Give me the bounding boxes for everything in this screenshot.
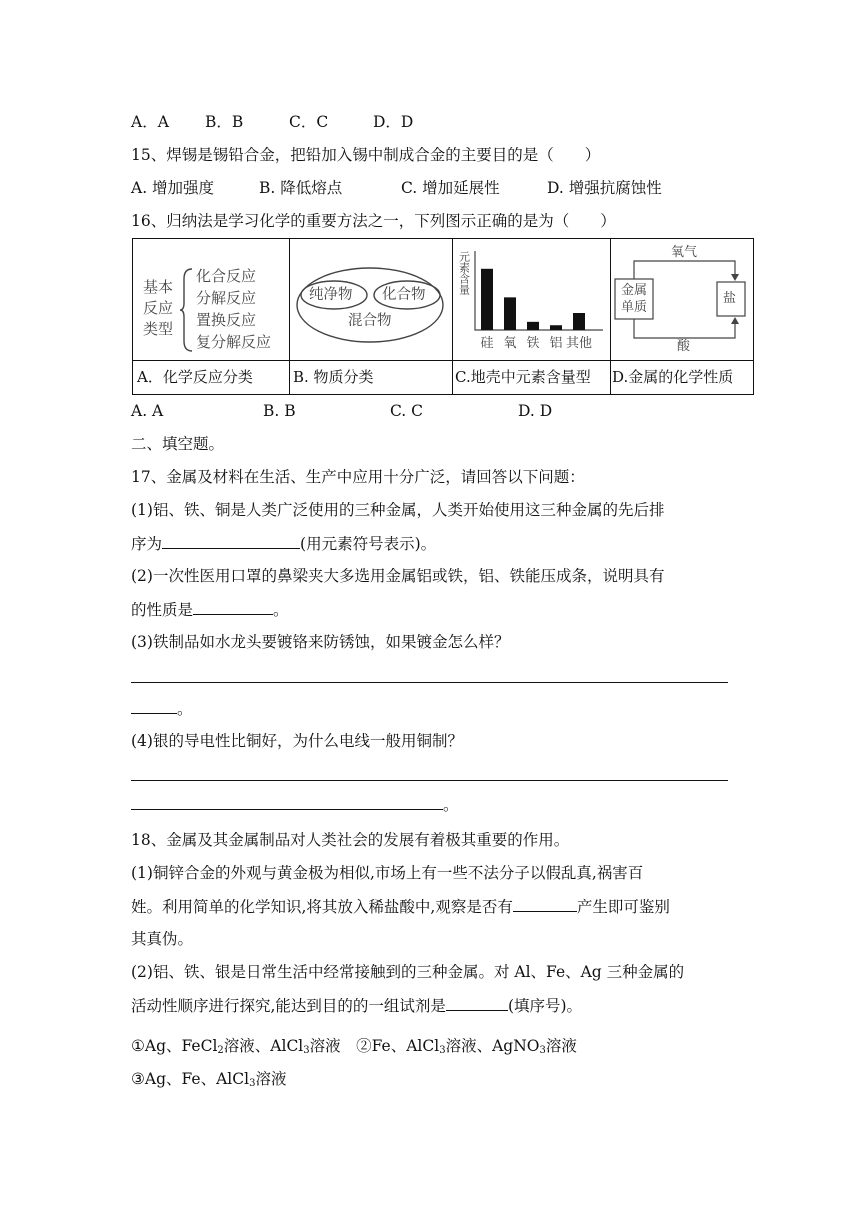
- q17-part4: (4)银的导电性比铜好，为什么电线一般用铜制？: [131, 732, 463, 750]
- q17-answer-line-3a[interactable]: [131, 682, 728, 683]
- fig-b-pure-substance: 纯净物: [309, 287, 353, 303]
- q17-part1-text-b: (用元素符号表示)。: [300, 535, 437, 553]
- tick-label-0: 硅: [480, 336, 494, 351]
- reagent-text: ③Ag、Fe、AlCl: [131, 1070, 250, 1088]
- q17-part4-period: 。: [443, 796, 459, 814]
- q17-part2-text-b: 。: [273, 601, 289, 619]
- q14-option-c[interactable]: C．C: [289, 113, 329, 131]
- bar-chart: [453, 239, 610, 360]
- q17-part1-line1: (1)铝、铁、铜是人类广泛使用的三种金属，人类开始使用这三种金属的先后排: [131, 501, 665, 519]
- q18-part1-text-b: 产生即可鉴别: [576, 898, 670, 916]
- q18-part2-text-a: 活动性顺序进行探究,能达到目的的一组试剂是: [131, 997, 446, 1015]
- subscript: 3: [249, 1078, 256, 1089]
- tick-label-1: 氧: [503, 336, 517, 351]
- q17-part1-text-a: 序为: [131, 535, 163, 553]
- fig-d-acid: 酸: [677, 339, 691, 354]
- reagent-text: ①Ag、FeCl: [131, 1037, 218, 1055]
- bar-1: [504, 297, 516, 330]
- fig-b-substance-classification: [290, 239, 452, 360]
- tick-label-4: 其他: [565, 336, 593, 351]
- q16-figure-table: [132, 238, 754, 395]
- q18-reagent-options-1-2[interactable]: [131, 1035, 577, 1057]
- fig-d-element: 单质: [621, 300, 648, 315]
- q18-part1-text-a: 姓。利用简单的化学知识,将其放入稀盐酸中,观察是否有: [131, 898, 513, 916]
- q14-option-b[interactable]: B．B: [205, 113, 244, 131]
- q18-part2-line1: (2)铝、铁、银是日常生活中经常接触到的三种金属。对 Al、Fe、Ag 三种金属的: [131, 963, 685, 981]
- tick-label-3: 铝: [549, 336, 563, 351]
- q18-part1-line1: (1)铜锌合金的外观与黄金极为相似,市场上有一些不法分子以假乱真,祸害百: [131, 864, 644, 882]
- brace-icon: [179, 267, 195, 353]
- q17-stem: 17、金属及材料在生活、生产中应用十分广泛，请回答以下问题：: [131, 468, 585, 486]
- tick-label-2: 铁: [526, 336, 540, 351]
- fig-a-item-3: 置换反应: [196, 311, 257, 329]
- fig-a-label-3: 类型: [143, 320, 174, 338]
- reagent-text: 溶液: [255, 1070, 287, 1088]
- q17-answer-blank-1[interactable]: [162, 532, 300, 549]
- fig-a-label-2: 反应: [143, 299, 174, 317]
- q18-answer-blank-2[interactable]: [446, 994, 508, 1011]
- q17-part3-answer-end: [131, 697, 193, 720]
- reagent-text: 溶液: [545, 1037, 577, 1055]
- q16-option-b[interactable]: B. B: [263, 402, 296, 420]
- q18-stem: 18、金属及其金属制品对人类社会的发展有着极其重要的作用。: [131, 831, 570, 849]
- chart-ylabel: 元素含量: [457, 251, 471, 295]
- q18-reagent-option-3[interactable]: [131, 1068, 286, 1090]
- q17-answer-blank-3b[interactable]: [131, 697, 177, 714]
- fig-a-caption: A．化学反应分类: [137, 368, 253, 386]
- q17-part3: (3)铁制品如水龙头要镀铬来防锈蚀，如果镀金怎么样？: [131, 633, 510, 651]
- bar-2: [527, 322, 539, 330]
- fig-d-caption: D.金属的化学性质: [612, 368, 734, 386]
- q17-part2-line1: (2)一次性医用口罩的鼻梁夹大多选用金属铝或铁，铝、铁能压成条，说明具有: [131, 567, 665, 585]
- q17-part4-answer-end: [131, 793, 459, 816]
- bar-3: [550, 325, 562, 330]
- q18-part2-text-b: (填序号)。: [507, 997, 583, 1015]
- q18-part2-line2: [131, 994, 582, 1017]
- q18-part1-line2: [131, 895, 670, 918]
- fig-a-item-2: 分解反应: [196, 289, 257, 307]
- fig-b-compound: 化合物: [382, 287, 426, 303]
- fig-d-metal: 金属: [621, 283, 648, 298]
- fig-a-item-4: 复分解反应: [196, 333, 272, 351]
- q15-option-a[interactable]: A. 增加强度: [131, 179, 215, 197]
- subscript: 3: [439, 1045, 446, 1056]
- q17-part1-line2: [131, 532, 436, 555]
- q15-option-d[interactable]: D. 增强抗腐蚀性: [547, 179, 662, 197]
- fig-d-oxygen: 氧气: [671, 245, 698, 260]
- q16-stem: 16、归纳法是学习化学的重要方法之一，下列图示正确的是为（ ）: [131, 212, 616, 230]
- fig-b-mixture: 混合物: [348, 313, 392, 329]
- q15-option-c[interactable]: C. 增加延展性: [401, 179, 500, 197]
- fig-a-item-1: 化合反应: [196, 267, 257, 285]
- subscript: 3: [303, 1045, 310, 1056]
- fig-a-reaction-types: [133, 239, 289, 360]
- subscript: 2: [217, 1045, 224, 1056]
- reagent-text: 溶液、AgNO: [445, 1037, 540, 1055]
- q14-option-d[interactable]: D．D: [373, 113, 414, 131]
- q14-option-a[interactable]: A．A: [131, 113, 169, 131]
- bar-4: [573, 313, 585, 330]
- bar-0: [481, 269, 493, 330]
- fig-c-caption: C.地壳中元素含量型: [455, 368, 591, 386]
- q17-answer-blank-4b[interactable]: [131, 793, 443, 810]
- fig-b-caption: B. 物质分类: [293, 368, 374, 386]
- q15-stem: 15、焊锡是锡铅合金，把铅加入锡中制成合金的主要目的是（ ）: [131, 146, 601, 164]
- q18-answer-blank-1[interactable]: [513, 895, 577, 912]
- section-title: 二、填空题。: [131, 435, 225, 453]
- q16-option-a[interactable]: A. A: [131, 402, 164, 420]
- reagent-text: 溶液、AlCl: [223, 1037, 304, 1055]
- fig-d-salt: 盐: [723, 291, 737, 306]
- q15-option-b[interactable]: B. 降低熔点: [259, 179, 343, 197]
- venn-diagram: [294, 265, 446, 345]
- q17-part2-line2: [131, 598, 289, 621]
- q18-part1-line3: 其真伪。: [131, 930, 194, 948]
- fig-c-crust-elements-chart: [453, 239, 610, 360]
- subscript: 3: [539, 1045, 546, 1056]
- q17-answer-blank-2[interactable]: [193, 598, 273, 615]
- fig-d-metal-properties: [611, 239, 753, 360]
- q17-part2-text-a: 的性质是: [131, 601, 194, 619]
- reagent-text: 溶液 ②Fe、AlCl: [309, 1037, 440, 1055]
- q16-option-d[interactable]: D. D: [518, 402, 553, 420]
- q16-option-c[interactable]: C. C: [390, 402, 424, 420]
- fig-a-label-1: 基本: [143, 278, 174, 296]
- q17-part3-period: 。: [177, 700, 193, 718]
- q17-answer-line-4a[interactable]: [131, 780, 728, 781]
